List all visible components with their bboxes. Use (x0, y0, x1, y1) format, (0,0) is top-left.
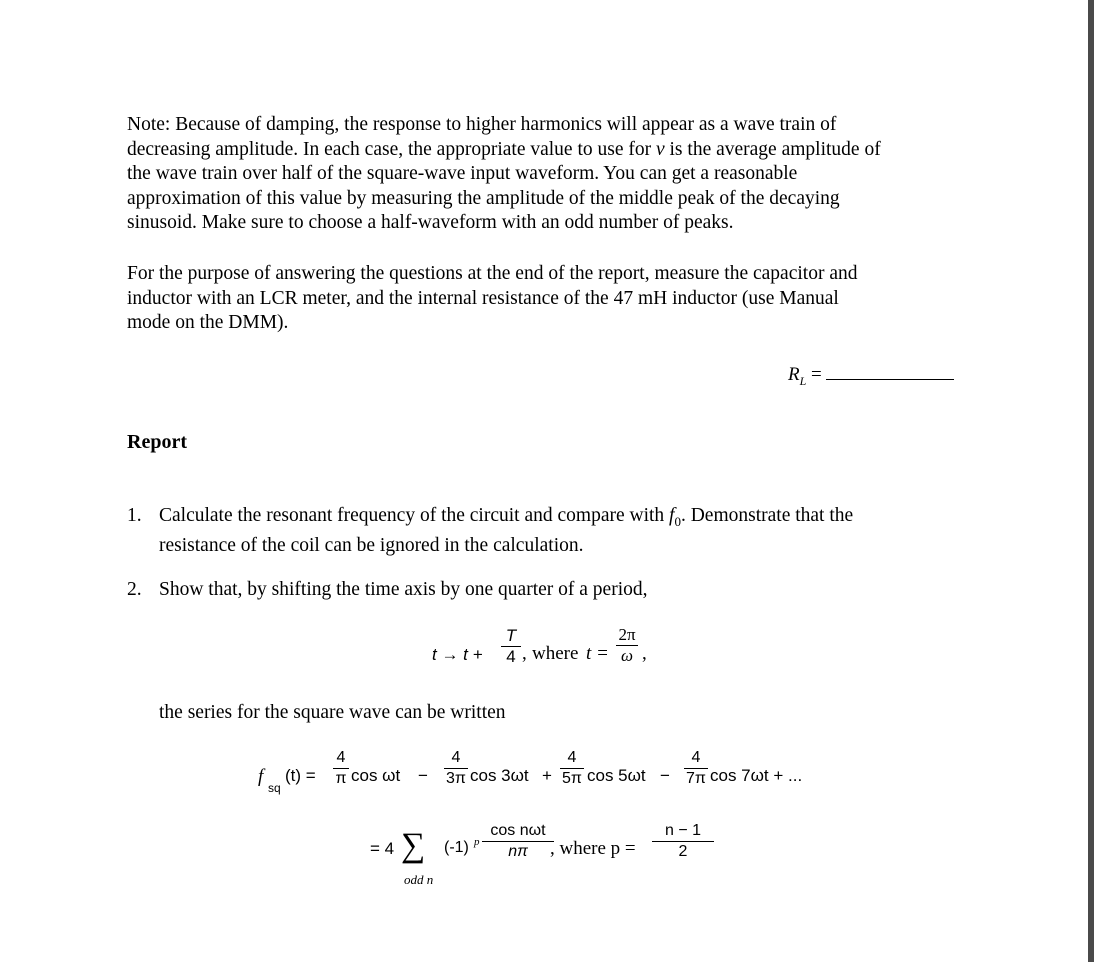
note-line-5: sinusoid. Make sure to choose a half-waveform with an odd number of peaks. (127, 212, 734, 234)
series-sub-sq: sq (268, 781, 281, 795)
series-term-3-fraction (560, 749, 584, 788)
item-number: 1. (127, 505, 142, 526)
fraction-denominator: 2 (678, 843, 688, 860)
fraction-bar (482, 841, 554, 842)
shift-comma-2: , (642, 643, 647, 664)
shift-fraction (501, 627, 521, 666)
sum-fraction (482, 822, 554, 861)
sum-exponent: p (474, 836, 480, 848)
series-op-1: − (418, 766, 428, 785)
fraction-numerator: 4 (691, 749, 701, 766)
rl-equals: = (806, 364, 822, 385)
shift-fraction-2 (616, 626, 638, 665)
report-item-2 (127, 578, 987, 603)
sum-under: odd n (404, 872, 434, 887)
fraction-bar (684, 768, 708, 769)
note-line-1: Note: Because of damping, the response to higher harmonics will appear as a wave train of (127, 114, 837, 135)
sigma-symbol: ∑ (401, 827, 426, 864)
shift-t-equals: t = (586, 643, 609, 664)
fraction-denominator: nπ (508, 843, 528, 860)
item-number: 2. (127, 579, 142, 600)
fraction-numerator: 2π (618, 625, 636, 644)
fraction-denominator: ω (620, 646, 633, 665)
fraction-bar (560, 768, 584, 769)
series-term-1-fraction (333, 749, 349, 788)
sum-prefix: = 4 (370, 839, 395, 858)
series-term-4: cos 7ωt + ... (710, 766, 803, 785)
measure-line-2: inductor with an LCR meter, and the internal resistance of the 47 mH inductor (use Manual (127, 287, 839, 309)
shift-where: where (532, 643, 579, 664)
report-heading: Report (127, 431, 187, 453)
series-term-4-fraction (684, 749, 708, 788)
note-line-2: decreasing amplitude. In each case, the appropriate value to use for v is the average amplitude of (127, 138, 881, 160)
series-op-2: + (542, 766, 552, 785)
sum-sign: (-1) (444, 839, 469, 856)
shift-comma-1: , (522, 643, 527, 664)
series-term-2: cos 3ωt (470, 766, 529, 785)
shift-lhs: t → t + (432, 645, 483, 664)
fraction-numerator: 4 (336, 749, 346, 766)
series-f: f (258, 766, 264, 787)
series-term-2-fraction (444, 749, 468, 788)
fraction-denominator: 3π (446, 770, 466, 787)
report-item-1 (127, 504, 987, 559)
rl-symbol: R (788, 364, 800, 385)
measure-line-3: mode on the DMM). (127, 312, 289, 334)
item-2-line-1: Show that, by shifting the time axis by one quarter of a period, (159, 579, 648, 600)
rl-subscript: L (799, 373, 807, 388)
measure-line-1: For the purpose of answering the questions at the end of the report, measure the capacitor and (127, 263, 858, 284)
series-op-3: − (660, 766, 670, 785)
fraction-numerator: T (505, 626, 517, 645)
fraction-denominator: 4 (506, 647, 516, 666)
note-line-3: the wave train over half of the square-wave input waveform. You can get a reasonable (127, 163, 798, 185)
sum-where: , where p = (550, 838, 636, 859)
fraction-denominator: 7π (686, 770, 706, 787)
fraction-numerator: 4 (567, 749, 577, 766)
series-intro: the series for the square wave can be written (159, 702, 506, 723)
rl-answer-field[interactable] (788, 364, 954, 389)
series-term-1: cos ωt (351, 766, 401, 785)
item-1-line-2: resistance of the coil can be ignored in the calculation. (159, 535, 584, 557)
rl-blank-line[interactable] (826, 365, 954, 380)
fraction-denominator: 5π (562, 770, 582, 787)
fraction-numerator: cos nωt (490, 822, 546, 839)
fraction-bar (444, 768, 468, 769)
note-line-4: approximation of this value by measuring the amplitude of the middle peak of the decaying (127, 187, 840, 209)
item-1-line-1: Calculate the resonant frequency of the circuit and compare with $f_0$. Demonstrate that the (159, 505, 854, 529)
fraction-bar (652, 841, 714, 842)
fraction-denominator: π (335, 770, 347, 787)
series-lhs-arg: (t) = (285, 766, 316, 785)
note-paragraph (127, 113, 967, 236)
window-edge (1088, 0, 1094, 962)
series-term-3: cos 5ωt (587, 766, 646, 785)
fraction-numerator: n − 1 (664, 822, 702, 839)
fraction-bar (333, 768, 349, 769)
measure-paragraph (127, 262, 967, 336)
p-fraction (652, 822, 714, 861)
fraction-numerator: 4 (451, 749, 461, 766)
